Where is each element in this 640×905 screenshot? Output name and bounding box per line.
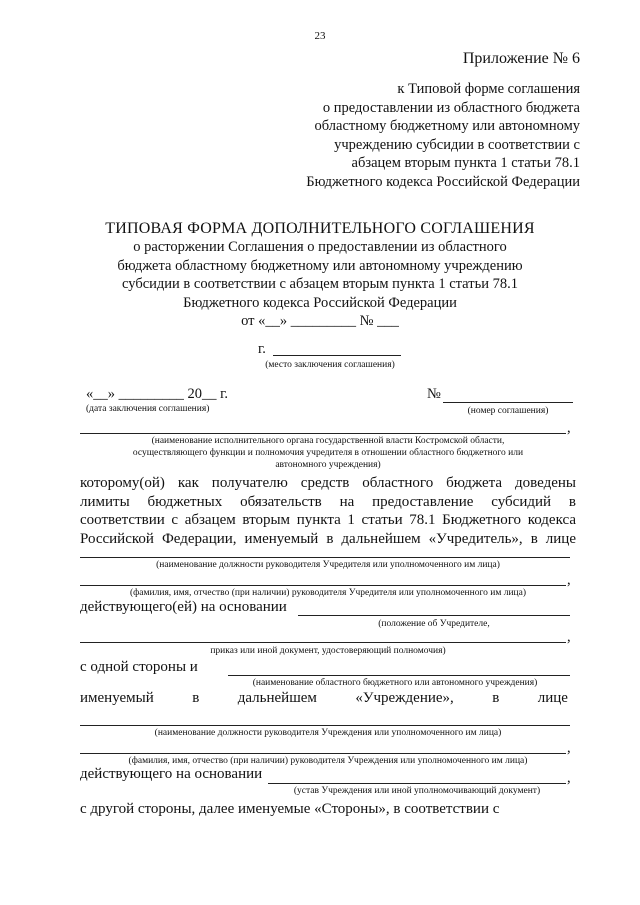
institution-position-caption: (наименование должности руководителя Учреждения или уполномоченного им лица)	[154, 728, 502, 738]
form-title: ТИПОВАЯ ФОРМА ДОПОЛНИТЕЛЬНОГО СОГЛАШЕНИЯ	[105, 220, 535, 237]
annex-line: к Типовой форме соглашения	[397, 81, 580, 97]
comma: ,	[567, 740, 571, 756]
institution-position-field[interactable]	[80, 725, 570, 726]
organ-name-field[interactable]	[80, 433, 566, 434]
acting-on-basis-label: действующего(ей) на основании	[80, 599, 287, 615]
institution-basis-field[interactable]	[268, 783, 566, 784]
named-word: именуемый	[80, 690, 154, 706]
organ-caption: (наименование исполнительного органа государственной власти Костромской области,	[151, 436, 505, 446]
subtitle-line: бюджета областному бюджетному или автономному учреждению	[117, 257, 523, 274]
one-side-label: с одной стороны и	[80, 659, 198, 675]
agreement-number-field[interactable]	[443, 402, 573, 403]
founder-name-caption: (фамилия, имя, отчество (при наличии) руководителя Учредителя или уполномоченного им лица)	[129, 588, 526, 598]
form-subtitle	[0, 238, 640, 331]
institution-head-name-field[interactable]	[80, 753, 566, 754]
place-field[interactable]	[273, 355, 401, 356]
founder-position-caption: (наименование должности руководителя Учредителя или уполномоченного им лица)	[156, 560, 500, 570]
subtitle-line: Бюджетного кодекса Российской Федерации	[183, 294, 457, 311]
annex-line: Бюджетного кодекса Российской Федерации	[306, 173, 580, 190]
paragraph-line: лимиты бюджетных обязательств на предоставление субсидий в	[80, 493, 576, 510]
comma: ,	[567, 770, 571, 786]
founder-basis-field-2[interactable]	[80, 642, 566, 643]
named-word: дальнейшем	[237, 690, 317, 706]
subtitle-line: о расторжении Соглашения о предоставлении из областного	[133, 239, 507, 255]
number-sign: №	[427, 386, 441, 402]
founder-basis-caption: (положение об Учредителе,	[378, 619, 490, 629]
other-side-text: с другой стороны, далее именуемые «Стороны», в соответствии с	[80, 801, 500, 817]
founder-basis-field[interactable]	[298, 615, 570, 616]
annex-line: областному бюджетному или автономному	[314, 118, 580, 134]
comma: ,	[567, 629, 571, 645]
institution-basis-caption: (устав Учреждения или иной уполномочивающий документ)	[293, 786, 541, 796]
named-word: лице	[537, 690, 568, 706]
founder-position-field[interactable]	[80, 557, 570, 558]
form-date-line: от «__» _________ № ___	[241, 313, 399, 329]
annex-line: о предоставлении из областного бюджета	[322, 99, 580, 116]
annex-line: учреждению субсидии в соответствии с	[334, 136, 580, 153]
institution-naming-line	[80, 690, 568, 707]
institution-head-name-caption: (фамилия, имя, отчество (при наличии) руководителя Учреждения или уполномоченного им лица)	[128, 756, 528, 766]
paragraph-line: Российской Федерации, именуемый в дальнейшем «Учредитель», в лице	[80, 530, 576, 547]
annex-reference	[306, 80, 580, 191]
agreement-date[interactable]: «__» _________ 20__ г.	[86, 386, 229, 402]
acting-on-basis-label-2: действующего на основании	[80, 766, 263, 782]
institution-name-caption: (наименование областного бюджетного или автономного учреждения)	[252, 678, 538, 688]
institution-name-field[interactable]	[228, 675, 570, 676]
organ-caption: осуществляющего функции и полномочия учредителя в отношении областного бюджетного или	[132, 448, 524, 458]
intro-paragraph	[80, 474, 576, 548]
place-caption: (место заключения соглашения)	[265, 360, 395, 370]
named-word: в	[192, 690, 200, 706]
paragraph-line: соответствии с абзацем вторым пункта 1 статьи 78.1 Бюджетного кодекса	[80, 512, 576, 528]
subtitle-line: субсидии в соответствии с абзацем вторым пункта 1 статьи 78.1	[122, 276, 518, 292]
founder-name-field[interactable]	[80, 585, 566, 586]
date-caption: (дата заключения соглашения)	[86, 404, 210, 414]
comma: ,	[567, 572, 571, 588]
place-prefix: г.	[258, 341, 266, 357]
paragraph-line: которому(ой) как получателю средств областного бюджета доведены	[80, 475, 576, 491]
page-number: 23	[314, 30, 326, 42]
annex-line: абзацем вторым пункта 1 статьи 78.1	[351, 155, 580, 171]
organ-caption: автономного учреждения)	[275, 460, 381, 470]
annex-title: Приложение № 6	[462, 50, 580, 67]
founder-basis-caption-2: приказ или иной документ, удостоверяющий полномочия)	[210, 646, 446, 656]
named-word: «Учреждение»,	[355, 690, 454, 706]
number-caption: (номер соглашения)	[467, 406, 549, 416]
comma: ,	[567, 420, 571, 436]
named-word: в	[492, 690, 500, 706]
